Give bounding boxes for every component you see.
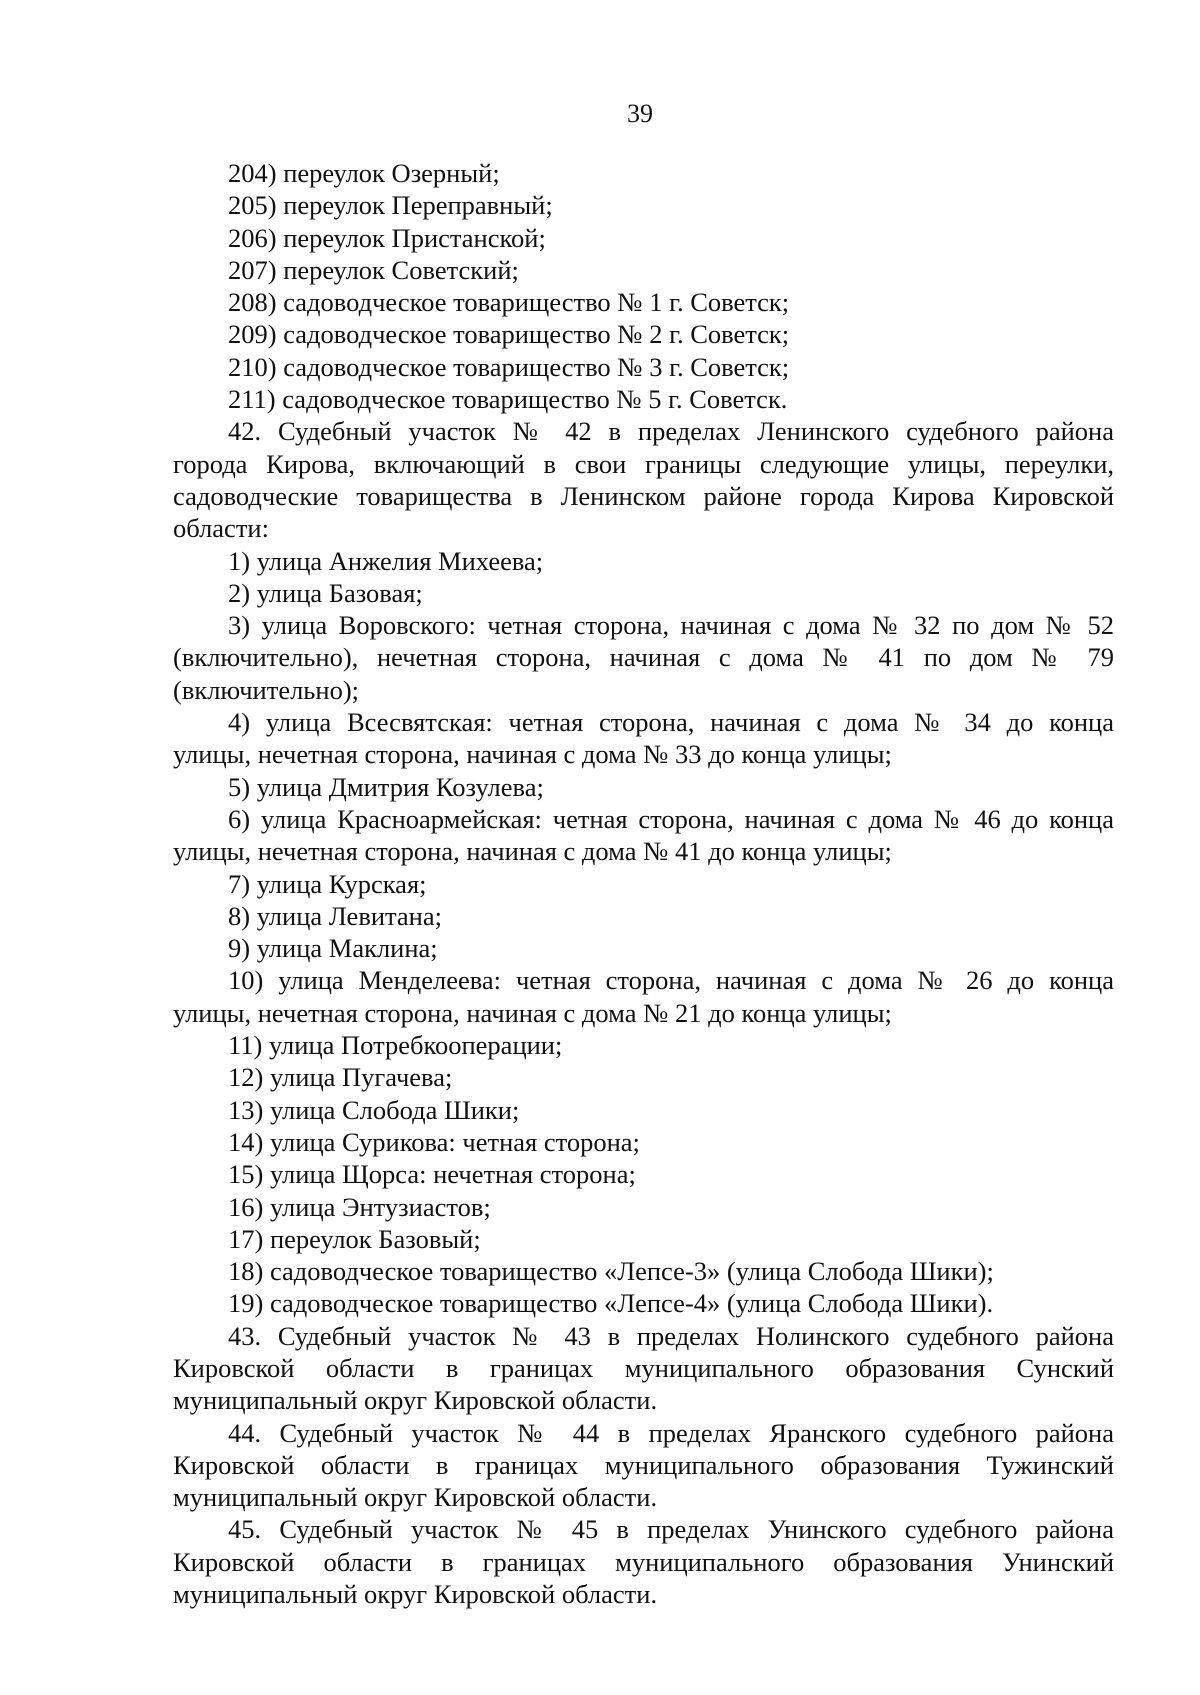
text-line: 7) улица Курская; — [228, 868, 427, 899]
text-line: садоводческие товарищества в Ленинском районе города Кирова Кировской — [173, 480, 1114, 511]
text-line: 45. Судебный участок № 45 в пределах Унинского судебного района — [228, 1514, 1114, 1545]
document-body — [173, 157, 1114, 1610]
text-line: 5) улица Дмитрия Козулева; — [228, 771, 544, 802]
text-line: улицы, нечетная сторона, начиная с дома № 21 до конца улицы; — [173, 997, 892, 1028]
text-line: 206) переулок Пристанской; — [228, 222, 546, 253]
text-line: 1) улица Анжелия Михеева; — [228, 545, 544, 576]
text-line: 204) переулок Озерный; — [228, 158, 500, 188]
text-line: 8) улица Левитана; — [228, 900, 442, 931]
text-line: 16) улица Энтузиастов; — [228, 1191, 491, 1222]
text-line: 6) улица Красноармейская: четная сторона, начиная с дома № 46 до конца — [228, 803, 1114, 834]
text-line: 2) улица Базовая; — [228, 577, 423, 608]
text-line: 205) переулок Переправный; — [228, 190, 553, 221]
text-line: улицы, нечетная сторона, начиная с дома № 33 до конца улицы; — [173, 739, 892, 770]
text-line: муниципальный округ Кировской области. — [173, 1482, 658, 1513]
text-line: улицы, нечетная сторона, начиная с дома № 41 до конца улицы; — [173, 836, 892, 867]
text-line: области: — [173, 513, 269, 544]
text-line: 43. Судебный участок № 43 в пределах Нолинского судебного района — [228, 1320, 1114, 1351]
text-line: Кировской области в границах муниципального образования Унинский — [173, 1546, 1114, 1577]
text-line: города Кирова, включающий в свои границы следующие улицы, переулки, — [173, 448, 1114, 479]
text-line: 42. Судебный участок № 42 в пределах Ленинского судебного района — [228, 416, 1114, 447]
text-line: Кировской области в границах муниципального образования Сунский — [173, 1352, 1114, 1383]
text-line: 12) улица Пугачева; — [228, 1062, 453, 1093]
text-line: Кировской области в границах муниципального образования Тужинский — [173, 1449, 1114, 1480]
text-line: 14) улица Сурикова: четная сторона; — [228, 1126, 640, 1157]
text-line: муниципальный округ Кировской области. — [173, 1579, 658, 1610]
text-line: 208) садоводческое товарищество № 1 г. Советск; — [228, 287, 790, 318]
text-line: (включительно), нечетная сторона, начиная с дома № 41 по дом № 79 — [173, 642, 1114, 673]
text-line: 207) переулок Советский; — [228, 254, 519, 285]
text-line: (включительно); — [173, 674, 360, 705]
text-line: 15) улица Щорса: нечетная сторона; — [228, 1159, 636, 1190]
text-line: 13) улица Слобода Шики; — [228, 1094, 520, 1125]
text-line: 17) переулок Базовый; — [228, 1223, 481, 1254]
text-line: 210) садоводческое товарищество № 3 г. Советск; — [228, 351, 790, 382]
text-line: 11) улица Потребкооперации; — [228, 1030, 563, 1061]
text-line: 3) улица Воровского: четная сторона, начиная с дома № 32 по дом № 52 — [228, 610, 1114, 641]
text-line: 9) улица Маклина; — [228, 933, 438, 964]
text-line: 44. Судебный участок № 44 в пределах Яранского судебного района — [228, 1417, 1114, 1448]
text-line: муниципальный округ Кировской области. — [173, 1385, 658, 1416]
page-number: 39 — [627, 99, 653, 128]
text-line: 18) садоводческое товарищество «Лепсе-3» (улица Слобода Шики); — [228, 1256, 994, 1287]
text-line: 4) улица Всесвятская: четная сторона, начиная с дома № 34 до конца — [228, 707, 1114, 738]
text-line: 211) садоводческое товарищество № 5 г. Советск. — [228, 384, 788, 415]
text-line: 209) садоводческое товарищество № 2 г. Советск; — [228, 319, 790, 350]
text-line: 19) садоводческое товарищество «Лепсе-4» (улица Слобода Шики). — [228, 1288, 994, 1319]
text-line: 10) улица Менделеева: четная сторона, начиная с дома № 26 до конца — [228, 965, 1114, 996]
